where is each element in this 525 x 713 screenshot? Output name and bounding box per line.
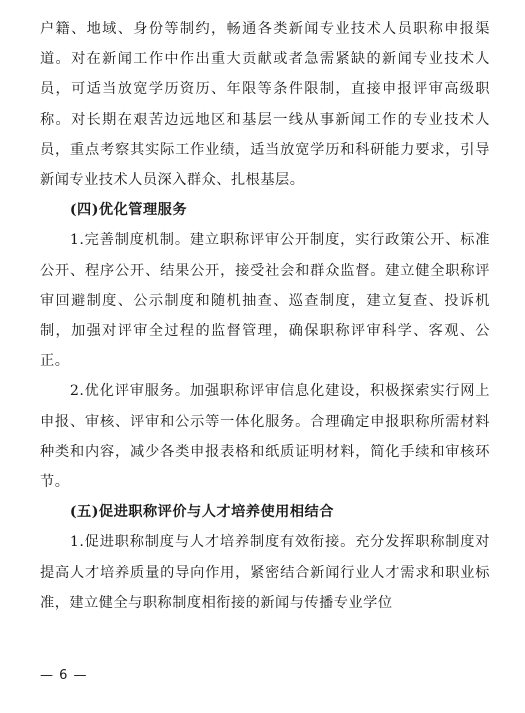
- section-heading-4: (四)优化管理服务: [69, 202, 188, 219]
- paragraph-improve-mechanism: 1.完善制度机制。建立职称评审公开制度，实行政策公开、标准公开、程序公开、结果公开，接受社会和群众监督。建立健全职称评审回避制度、公示制度和随机抽查、巡查制度，建立复查、投诉机制，加强对评审全过程的监督管理，确保职称评审科学、客观、公正。: [40, 232, 490, 370]
- document-body: [40, 14, 490, 618]
- paragraph-continuation: 户籍、地域、身份等制约，畅通各类新闻专业技术人员职称申报渠道。对在新闻工作中作出重大贡献或者急需紧缺的新闻专业技术人员，可适当放宽学历资历、年限等条件限制，直接申报评审高级职称。对长期在艰苦边远地区和基层一线从事新闻工作的专业技术人员，重点考察其实际工作业绩，适当放宽学历和科研能力要求，引导新闻专业技术人员深入群众、扎根基层。: [40, 21, 490, 189]
- paragraph-optimize-service: 2.优化评审服务。加强职称评审信息化建设，积极探索实行网上申报、审核、评审和公示等一体化服务。合理确定申报职称所需材料种类和内容，减少各类申报表格和纸质证明材料，简化手续和审核环节。: [40, 383, 490, 491]
- section-heading-5: (五)促进职称评价与人才培养使用相结合: [69, 504, 334, 521]
- page-number: — 6 —: [40, 668, 88, 683]
- paragraph-promote-linkage: 1.促进职称制度与人才培养制度有效衔接。充分发挥职称制度对提高人才培养质量的导向作用，紧密结合新闻行业人才需求和职业标准，建立健全与职称制度相衔接的新闻与传播专业学位: [40, 534, 490, 611]
